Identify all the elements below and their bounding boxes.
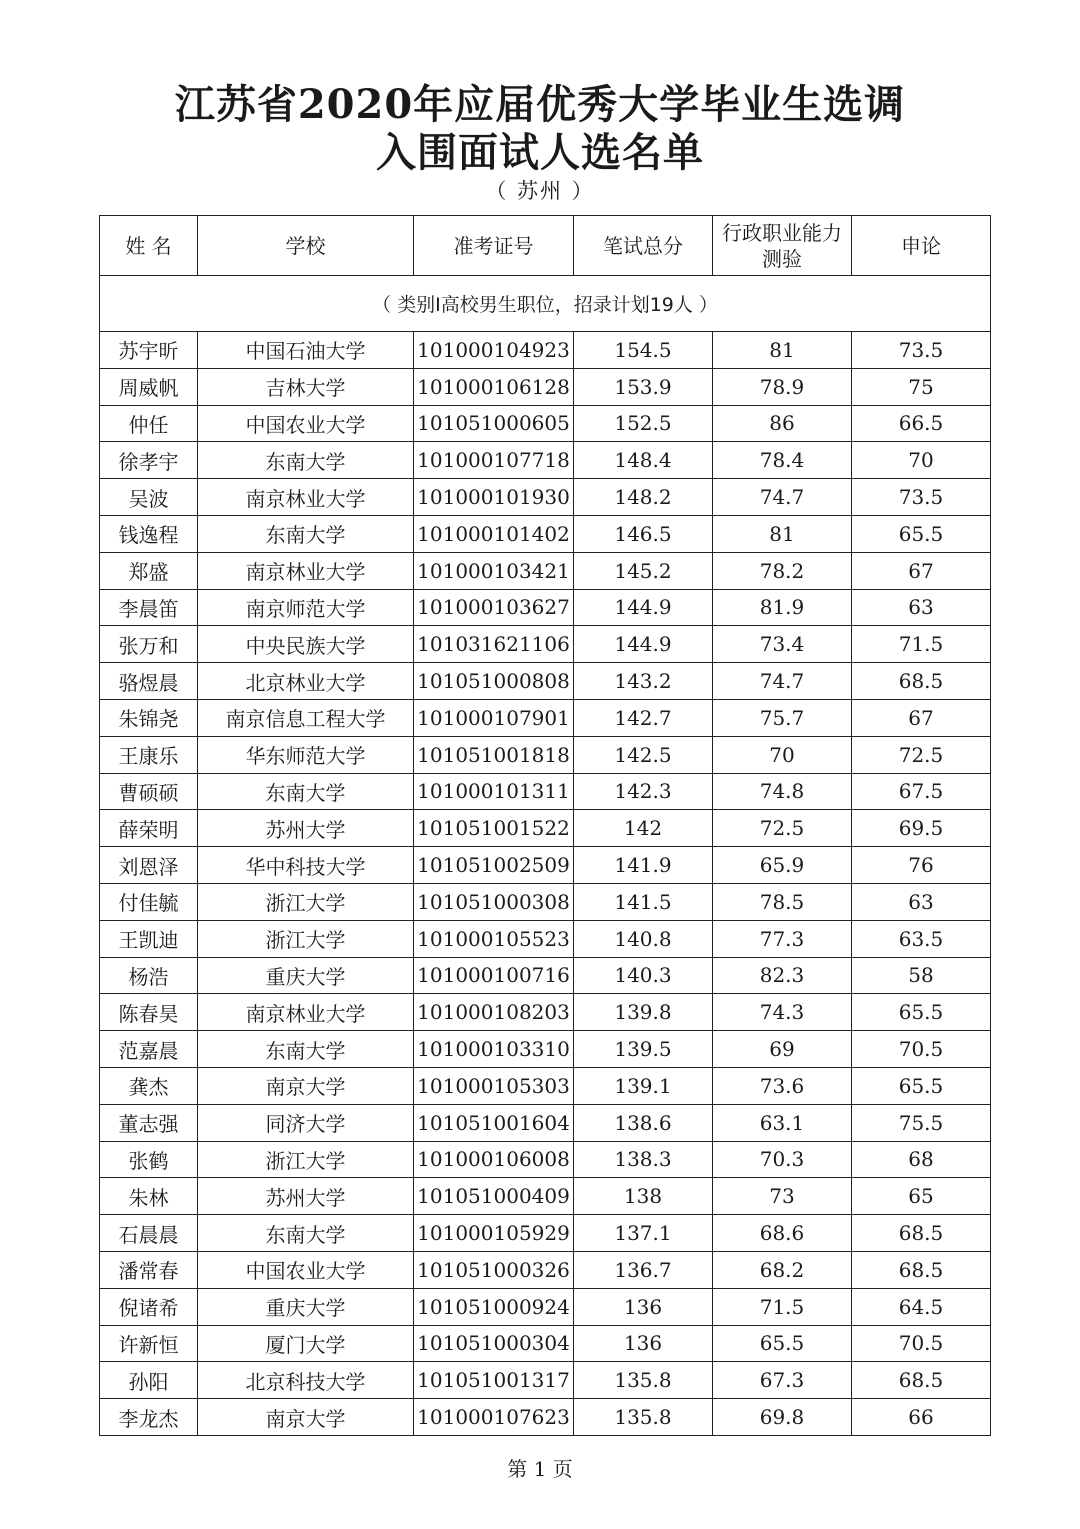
cell-name: 龚杰 (100, 1067, 198, 1104)
cell-name: 郑盛 (100, 552, 198, 589)
cell-exam-id: 101000103421 (414, 552, 574, 589)
table-row (100, 957, 991, 994)
cell-aptitude-score: 74.7 (713, 479, 852, 516)
cell-written-total: 144.9 (574, 626, 713, 663)
cell-exam-id: 101031621106 (414, 626, 574, 663)
cell-exam-id: 101000101311 (414, 773, 574, 810)
table-row (100, 1399, 991, 1436)
cell-school: 重庆大学 (198, 1288, 414, 1325)
cell-exam-id: 101051000605 (414, 405, 574, 442)
cell-name: 倪诸希 (100, 1288, 198, 1325)
cell-aptitude-score: 77.3 (713, 920, 852, 957)
cell-school: 南京信息工程大学 (198, 699, 414, 736)
header-written-total: 笔试总分 (574, 216, 713, 276)
table-row (100, 663, 991, 700)
cell-aptitude-score: 70 (713, 736, 852, 773)
cell-written-total: 136 (574, 1288, 713, 1325)
table-row (100, 1031, 991, 1068)
cell-name: 钱逸程 (100, 515, 198, 552)
cell-exam-id: 101000105523 (414, 920, 574, 957)
cell-aptitude-score: 68.2 (713, 1251, 852, 1288)
cell-written-total: 139.1 (574, 1067, 713, 1104)
cell-essay-score: 75.5 (852, 1104, 991, 1141)
cell-school: 吉林大学 (198, 368, 414, 405)
table-row (100, 1251, 991, 1288)
cell-name: 骆煜晨 (100, 663, 198, 700)
cell-written-total: 140.3 (574, 957, 713, 994)
cell-exam-id: 101000103310 (414, 1031, 574, 1068)
cell-essay-score: 66.5 (852, 405, 991, 442)
cell-aptitude-score: 69 (713, 1031, 852, 1068)
cell-aptitude-score: 73.6 (713, 1067, 852, 1104)
cell-exam-id: 101000103627 (414, 589, 574, 626)
cell-written-total: 154.5 (574, 332, 713, 369)
cell-written-total: 141.9 (574, 847, 713, 884)
cell-essay-score: 70 (852, 442, 991, 479)
cell-school: 华中科技大学 (198, 847, 414, 884)
cell-essay-score: 67.5 (852, 773, 991, 810)
table-row (100, 332, 991, 369)
cell-aptitude-score: 86 (713, 405, 852, 442)
cell-aptitude-score: 67.3 (713, 1362, 852, 1399)
cell-exam-id: 101000105303 (414, 1067, 574, 1104)
cell-exam-id: 101000108203 (414, 994, 574, 1031)
cell-written-total: 144.9 (574, 589, 713, 626)
document-title-line2: 入围面试人选名单 (376, 129, 704, 176)
cell-aptitude-score: 65.9 (713, 847, 852, 884)
cell-exam-id: 101051000326 (414, 1251, 574, 1288)
cell-written-total: 146.5 (574, 515, 713, 552)
cell-written-total: 139.5 (574, 1031, 713, 1068)
cell-essay-score: 65 (852, 1178, 991, 1215)
cell-exam-id: 101051001818 (414, 736, 574, 773)
cell-school: 同济大学 (198, 1104, 414, 1141)
cell-name: 李龙杰 (100, 1399, 198, 1436)
cell-school: 中国农业大学 (198, 405, 414, 442)
cell-essay-score: 65.5 (852, 515, 991, 552)
cell-aptitude-score: 81.9 (713, 589, 852, 626)
cell-exam-id: 101051000924 (414, 1288, 574, 1325)
cell-written-total: 145.2 (574, 552, 713, 589)
cell-written-total: 141.5 (574, 883, 713, 920)
cell-name: 孙阳 (100, 1362, 198, 1399)
cell-name: 曹硕硕 (100, 773, 198, 810)
cell-exam-id: 101000101930 (414, 479, 574, 516)
table-row (100, 1178, 991, 1215)
cell-written-total: 140.8 (574, 920, 713, 957)
header-essay: 申论 (852, 216, 991, 276)
cell-name: 刘恩泽 (100, 847, 198, 884)
cell-school: 苏州大学 (198, 1178, 414, 1215)
cell-school: 东南大学 (198, 515, 414, 552)
cell-name: 杨浩 (100, 957, 198, 994)
table-row (100, 442, 991, 479)
cell-school: 北京林业大学 (198, 663, 414, 700)
table-row (100, 810, 991, 847)
cell-aptitude-score: 72.5 (713, 810, 852, 847)
cell-school: 中国农业大学 (198, 1251, 414, 1288)
cell-school: 浙江大学 (198, 883, 414, 920)
table-row (100, 773, 991, 810)
cell-written-total: 153.9 (574, 368, 713, 405)
cell-school: 东南大学 (198, 773, 414, 810)
document-title-line1: 江苏省2020年应届优秀大学毕业生选调 (174, 81, 906, 128)
cell-essay-score: 68.5 (852, 663, 991, 700)
cell-exam-id: 101000100716 (414, 957, 574, 994)
cell-aptitude-score: 73.4 (713, 626, 852, 663)
cell-school: 中国石油大学 (198, 332, 414, 369)
cell-aptitude-score: 71.5 (713, 1288, 852, 1325)
cell-essay-score: 68 (852, 1141, 991, 1178)
cell-essay-score: 65.5 (852, 994, 991, 1031)
cell-written-total: 135.8 (574, 1362, 713, 1399)
cell-essay-score: 63.5 (852, 920, 991, 957)
category-row (100, 276, 991, 332)
cell-aptitude-score: 81 (713, 332, 852, 369)
cell-exam-id: 101051000409 (414, 1178, 574, 1215)
cell-essay-score: 68.5 (852, 1362, 991, 1399)
cell-school: 南京大学 (198, 1067, 414, 1104)
cell-exam-id: 101051000808 (414, 663, 574, 700)
cell-school: 南京林业大学 (198, 994, 414, 1031)
cell-essay-score: 69.5 (852, 810, 991, 847)
cell-name: 仲任 (100, 405, 198, 442)
table-row (100, 515, 991, 552)
cell-name: 潘常春 (100, 1251, 198, 1288)
cell-school: 厦门大学 (198, 1325, 414, 1362)
cell-aptitude-score: 69.8 (713, 1399, 852, 1436)
cell-written-total: 148.4 (574, 442, 713, 479)
table-row (100, 1215, 991, 1252)
table-row (100, 736, 991, 773)
table-row (100, 994, 991, 1031)
cell-written-total: 137.1 (574, 1215, 713, 1252)
cell-exam-id: 101000101402 (414, 515, 574, 552)
cell-school: 东南大学 (198, 442, 414, 479)
cell-aptitude-score: 78.2 (713, 552, 852, 589)
cell-essay-score: 67 (852, 699, 991, 736)
table-row (100, 1141, 991, 1178)
cell-written-total: 148.2 (574, 479, 713, 516)
cell-written-total: 143.2 (574, 663, 713, 700)
table-row (100, 1104, 991, 1141)
cell-aptitude-score: 74.7 (713, 663, 852, 700)
cell-written-total: 136.7 (574, 1251, 713, 1288)
cell-written-total: 138.6 (574, 1104, 713, 1141)
cell-school: 南京大学 (198, 1399, 414, 1436)
cell-name: 付佳毓 (100, 883, 198, 920)
cell-school: 浙江大学 (198, 920, 414, 957)
cell-exam-id: 101000106008 (414, 1141, 574, 1178)
cell-name: 董志强 (100, 1104, 198, 1141)
cell-written-total: 142.3 (574, 773, 713, 810)
cell-exam-id: 101000104923 (414, 332, 574, 369)
cell-essay-score: 65.5 (852, 1067, 991, 1104)
cell-name: 王康乐 (100, 736, 198, 773)
table-row (100, 1325, 991, 1362)
table-row (100, 699, 991, 736)
cell-exam-id: 101051001522 (414, 810, 574, 847)
cell-school: 东南大学 (198, 1031, 414, 1068)
cell-name: 朱锦尧 (100, 699, 198, 736)
cell-exam-id: 101051000308 (414, 883, 574, 920)
cell-essay-score: 75 (852, 368, 991, 405)
cell-aptitude-score: 68.6 (713, 1215, 852, 1252)
table-row (100, 883, 991, 920)
document-subtitle: （ 苏州 ） (485, 179, 595, 203)
cell-written-total: 142.5 (574, 736, 713, 773)
cell-essay-score: 73.5 (852, 479, 991, 516)
cell-written-total: 136 (574, 1325, 713, 1362)
cell-exam-id: 101051000304 (414, 1325, 574, 1362)
cell-essay-score: 63 (852, 589, 991, 626)
cell-essay-score: 70.5 (852, 1325, 991, 1362)
cell-name: 徐孝宇 (100, 442, 198, 479)
cell-school: 南京师范大学 (198, 589, 414, 626)
cell-school: 北京科技大学 (198, 1362, 414, 1399)
cell-school: 中央民族大学 (198, 626, 414, 663)
header-exam-id: 准考证号 (414, 216, 574, 276)
cell-school: 南京林业大学 (198, 479, 414, 516)
table-row (100, 847, 991, 884)
header-name: 姓 名 (100, 216, 198, 276)
cell-written-total: 139.8 (574, 994, 713, 1031)
cell-exam-id: 101000106128 (414, 368, 574, 405)
cell-aptitude-score: 78.4 (713, 442, 852, 479)
cell-exam-id: 101000107718 (414, 442, 574, 479)
cell-written-total: 135.8 (574, 1399, 713, 1436)
cell-written-total: 138.3 (574, 1141, 713, 1178)
table-row (100, 1362, 991, 1399)
cell-name: 陈春昊 (100, 994, 198, 1031)
cell-written-total: 152.5 (574, 405, 713, 442)
table-row (100, 368, 991, 405)
cell-aptitude-score: 73 (713, 1178, 852, 1215)
candidates-table (99, 215, 991, 1436)
cell-essay-score: 64.5 (852, 1288, 991, 1325)
cell-essay-score: 58 (852, 957, 991, 994)
cell-aptitude-score: 74.3 (713, 994, 852, 1031)
cell-name: 李晨笛 (100, 589, 198, 626)
cell-name: 苏宇昕 (100, 332, 198, 369)
cell-essay-score: 68.5 (852, 1251, 991, 1288)
cell-name: 王凯迪 (100, 920, 198, 957)
cell-written-total: 142 (574, 810, 713, 847)
table-row (100, 405, 991, 442)
cell-aptitude-score: 75.7 (713, 699, 852, 736)
cell-aptitude-score: 82.3 (713, 957, 852, 994)
cell-exam-id: 101051001604 (414, 1104, 574, 1141)
cell-essay-score: 66 (852, 1399, 991, 1436)
cell-essay-score: 71.5 (852, 626, 991, 663)
cell-school: 华东师范大学 (198, 736, 414, 773)
page-number: 第 1 页 (507, 1457, 573, 1481)
cell-school: 浙江大学 (198, 1141, 414, 1178)
header-school: 学校 (198, 216, 414, 276)
cell-exam-id: 101051001317 (414, 1362, 574, 1399)
header-aptitude-test: 行政职业能力测验 (713, 216, 852, 276)
cell-school: 南京林业大学 (198, 552, 414, 589)
cell-essay-score: 68.5 (852, 1215, 991, 1252)
cell-aptitude-score: 65.5 (713, 1325, 852, 1362)
cell-name: 薛荣明 (100, 810, 198, 847)
cell-essay-score: 76 (852, 847, 991, 884)
cell-name: 许新恒 (100, 1325, 198, 1362)
table-row (100, 626, 991, 663)
cell-exam-id: 101051002509 (414, 847, 574, 884)
cell-exam-id: 101000107901 (414, 699, 574, 736)
cell-written-total: 142.7 (574, 699, 713, 736)
table-row (100, 1067, 991, 1104)
cell-aptitude-score: 78.9 (713, 368, 852, 405)
cell-essay-score: 73.5 (852, 332, 991, 369)
cell-exam-id: 101000107623 (414, 1399, 574, 1436)
table-header-row (100, 216, 991, 276)
table-row (100, 589, 991, 626)
cell-name: 石晨晨 (100, 1215, 198, 1252)
table-row (100, 479, 991, 516)
cell-aptitude-score: 70.3 (713, 1141, 852, 1178)
cell-exam-id: 101000105929 (414, 1215, 574, 1252)
table-row (100, 920, 991, 957)
cell-name: 朱林 (100, 1178, 198, 1215)
cell-name: 吴波 (100, 479, 198, 516)
cell-essay-score: 63 (852, 883, 991, 920)
cell-aptitude-score: 74.8 (713, 773, 852, 810)
cell-name: 周威帆 (100, 368, 198, 405)
cell-aptitude-score: 63.1 (713, 1104, 852, 1141)
cell-school: 重庆大学 (198, 957, 414, 994)
cell-name: 范嘉晨 (100, 1031, 198, 1068)
table-row (100, 1288, 991, 1325)
cell-written-total: 138 (574, 1178, 713, 1215)
category-label: （ 类别I高校男生职位，招录计划19人 ） (100, 276, 991, 332)
cell-essay-score: 72.5 (852, 736, 991, 773)
cell-name: 张鹤 (100, 1141, 198, 1178)
cell-essay-score: 70.5 (852, 1031, 991, 1068)
table-row (100, 552, 991, 589)
cell-name: 张万和 (100, 626, 198, 663)
cell-aptitude-score: 81 (713, 515, 852, 552)
cell-school: 东南大学 (198, 1215, 414, 1252)
cell-essay-score: 67 (852, 552, 991, 589)
cell-aptitude-score: 78.5 (713, 883, 852, 920)
cell-school: 苏州大学 (198, 810, 414, 847)
